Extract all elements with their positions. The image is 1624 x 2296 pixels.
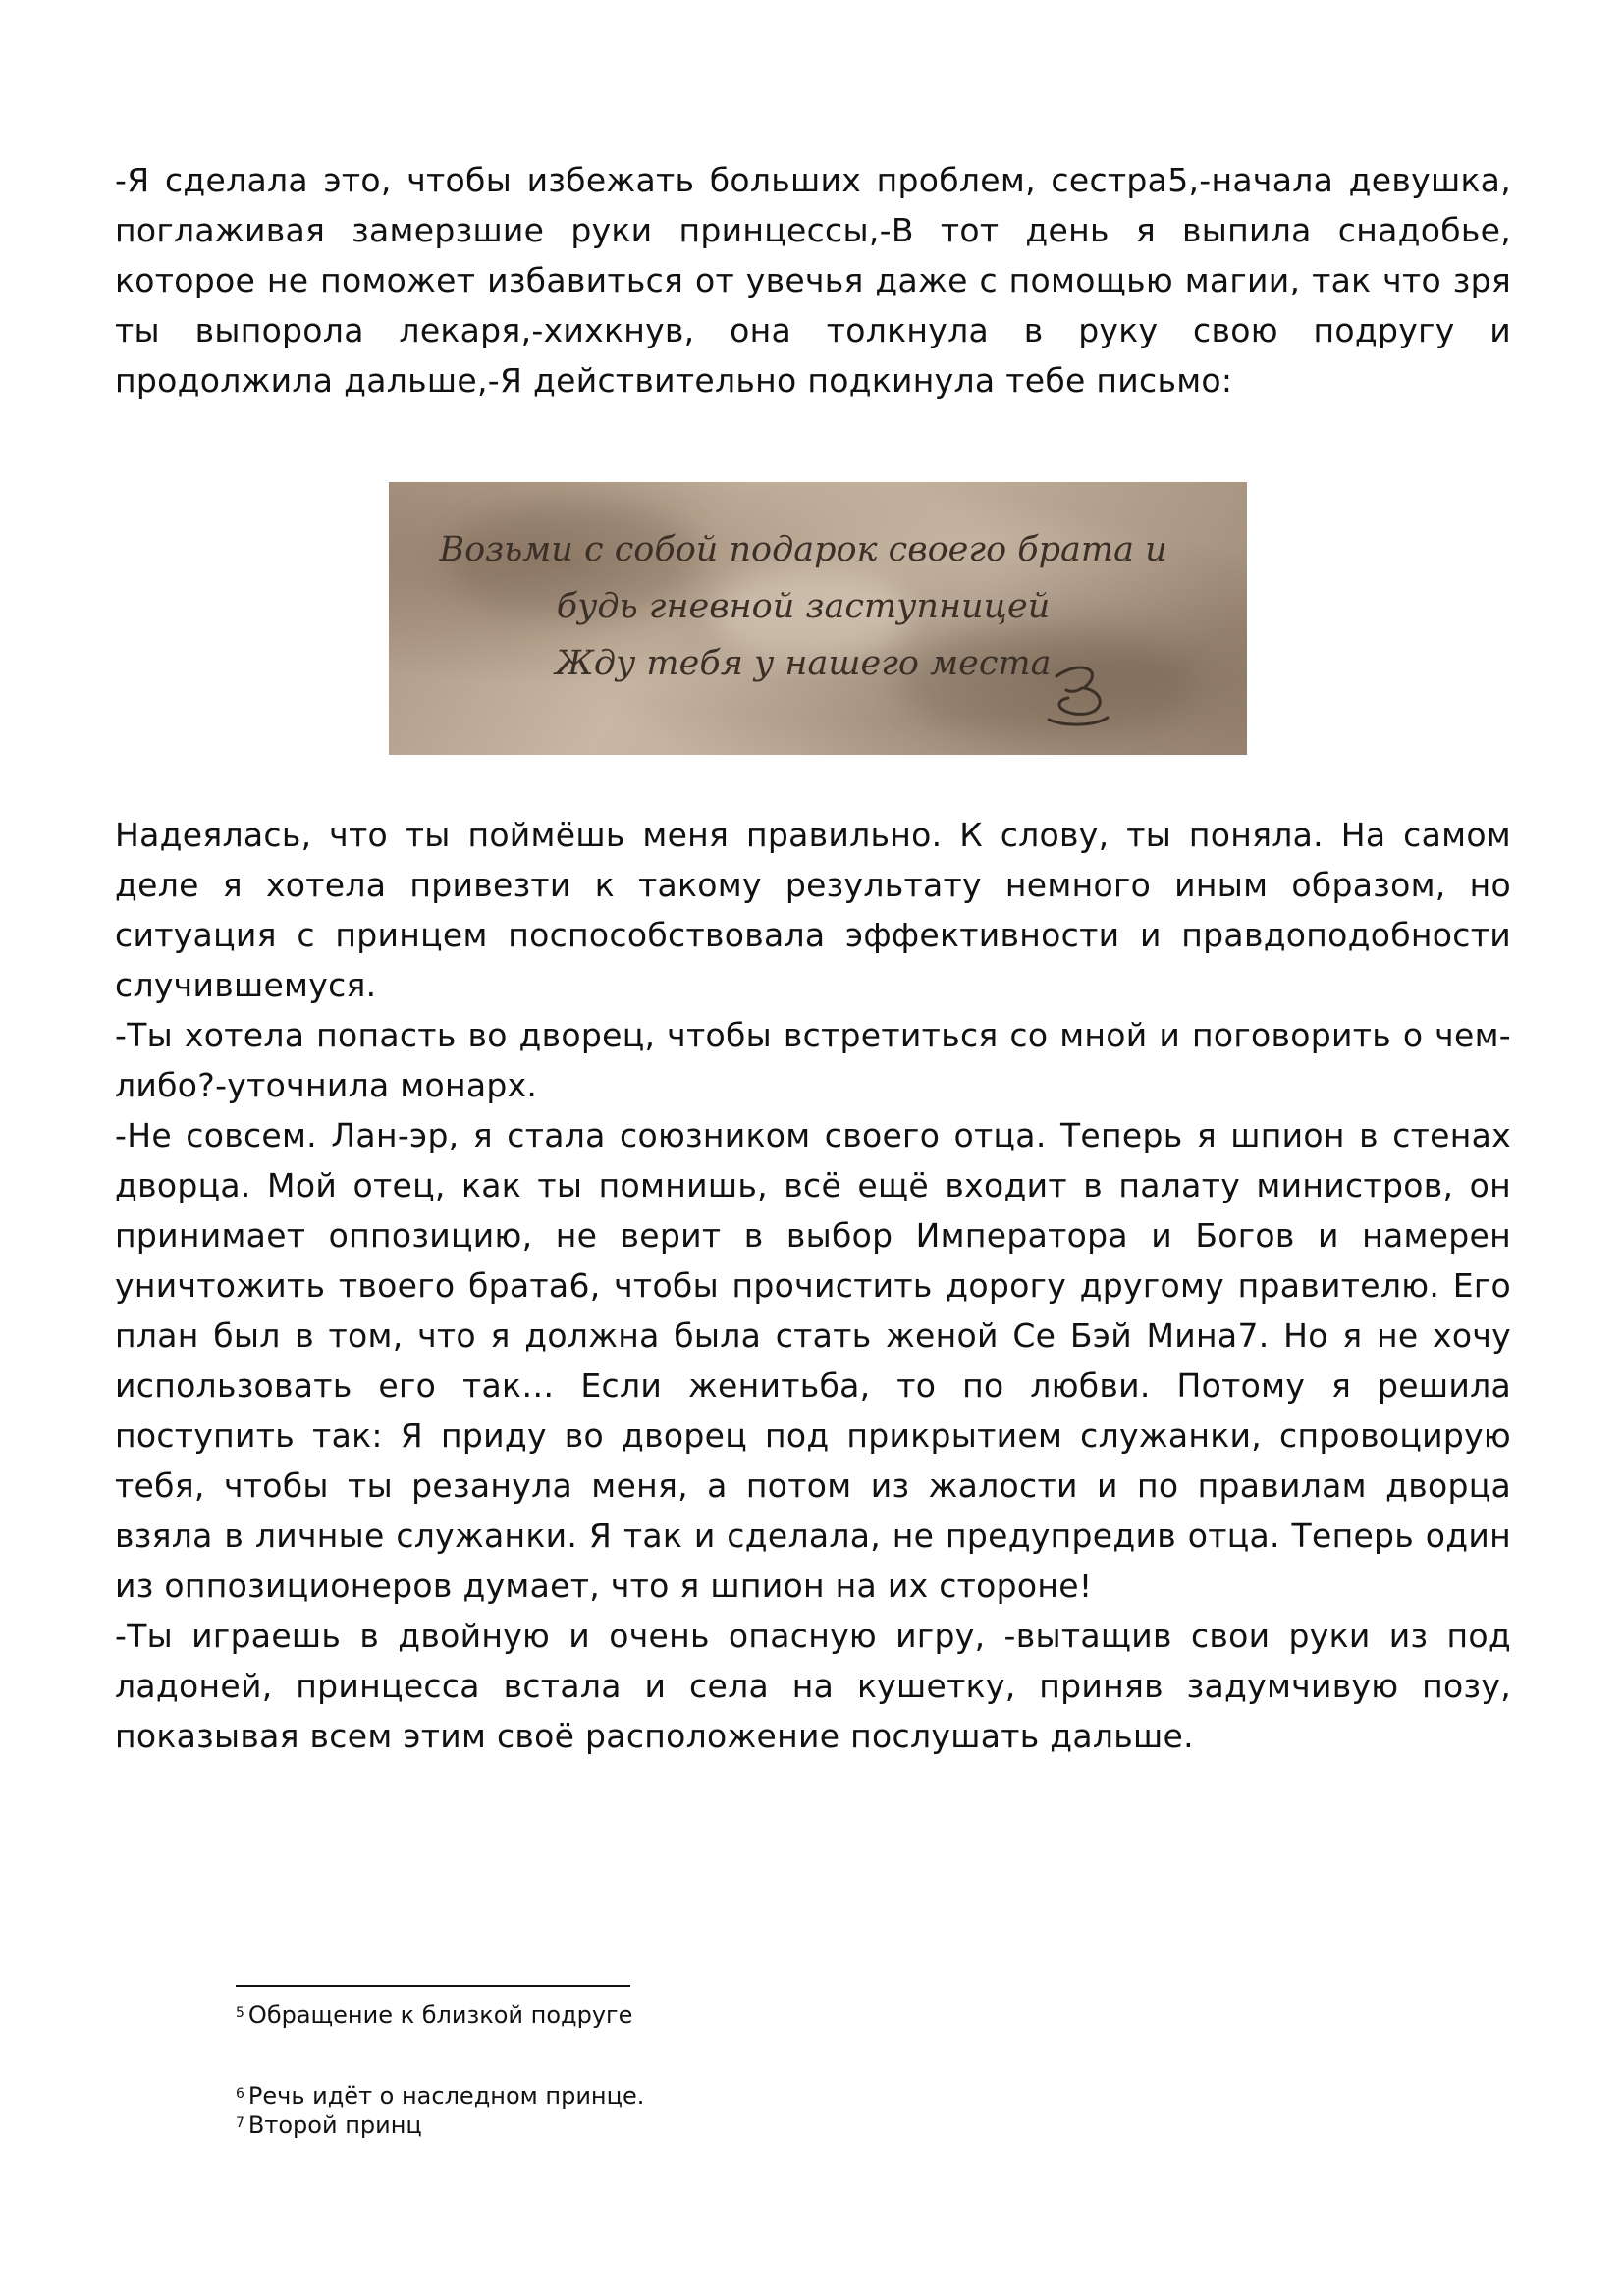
- signature-flourish-icon: [1037, 649, 1125, 737]
- footnote: [236, 2110, 422, 2140]
- top-text-block: [115, 155, 1511, 405]
- paragraph: -Я сделала это, чтобы избежать больших проблем, сестра5,-начала девушка, поглаживая замерзшие руки принцессы,-В тот день я выпила снадобье, которое не поможет избавиться от увечья даже с помощью магии, так что зря ты выпорола лекаря,-хихкнув, она толкнула в руку свою подругу и продолжила дальше,-Я действительно подкинула тебе письмо:: [115, 161, 1511, 400]
- paragraph: -Ты хотела попасть во дворец, чтобы встретиться со мной и поговорить о чем-либо?-уточнила монарх.: [115, 1016, 1511, 1104]
- footnote-divider: [236, 1985, 630, 1987]
- footnote-text: Речь идёт о наследном принце.: [247, 2082, 645, 2109]
- paragraph: -Не совсем. Лан-эр, я стала союзником своего отца. Теперь я шпион в стенах дворца. Мой отец, как ты помнишь, всё ещё входит в палату министров, он принимает оппозицию, не верит в выбор Императора и Богов и намерен уничтожить твоего брата6, чтобы прочистить дорогу другому правителю. Его план был в том, что я должна была стать женой Се Бэй Мина7. Но я не хочу использовать его так… Если женитьба, то по любви. Потому я решила поступить так: Я приду во дворец под прикрытием служанки, спровоцирую тебя, чтобы ты резанула меня, а потом из жалости и по правилам дворца взяла в личные служанки. Я так и сделала, не предупредив отца. Теперь один из оппозиционеров думает, что я шпион на их стороне!: [115, 1116, 1511, 1605]
- footnote-mark: 5: [236, 2005, 244, 2021]
- footnote: [236, 2081, 644, 2110]
- bottom-text-block: [115, 810, 1511, 1761]
- footnote: [236, 2001, 632, 2030]
- letter-line: Жду тебя у нашего места: [555, 644, 1052, 683]
- letter-line: Возьми с собой подарок своего брата и: [439, 530, 1167, 569]
- footnote-mark: 6: [236, 2086, 244, 2102]
- footnote-mark: 7: [236, 2115, 244, 2131]
- paragraph: -Ты играешь в двойную и очень опасную игру, -вытащив свои руки из под ладоней, принцесса встала и села на кушетку, приняв задумчивую позу, показывая всем этим своё расположение послушать дальше.: [115, 1617, 1511, 1755]
- footnote-text: Обращение к близкой подруге: [247, 2002, 633, 2029]
- letter-image: [389, 482, 1247, 755]
- letter-line: будь гневной заступницей: [556, 587, 1051, 626]
- paragraph: Надеялась, что ты поймёшь меня правильно. К слову, ты поняла. На самом деле я хотела привезти к такому результату немного иным образом, но ситуация с принцем поспособствовала эффективности и правдоподобности случившемуся.: [115, 816, 1511, 1004]
- footnote-text: Второй принц: [247, 2111, 422, 2139]
